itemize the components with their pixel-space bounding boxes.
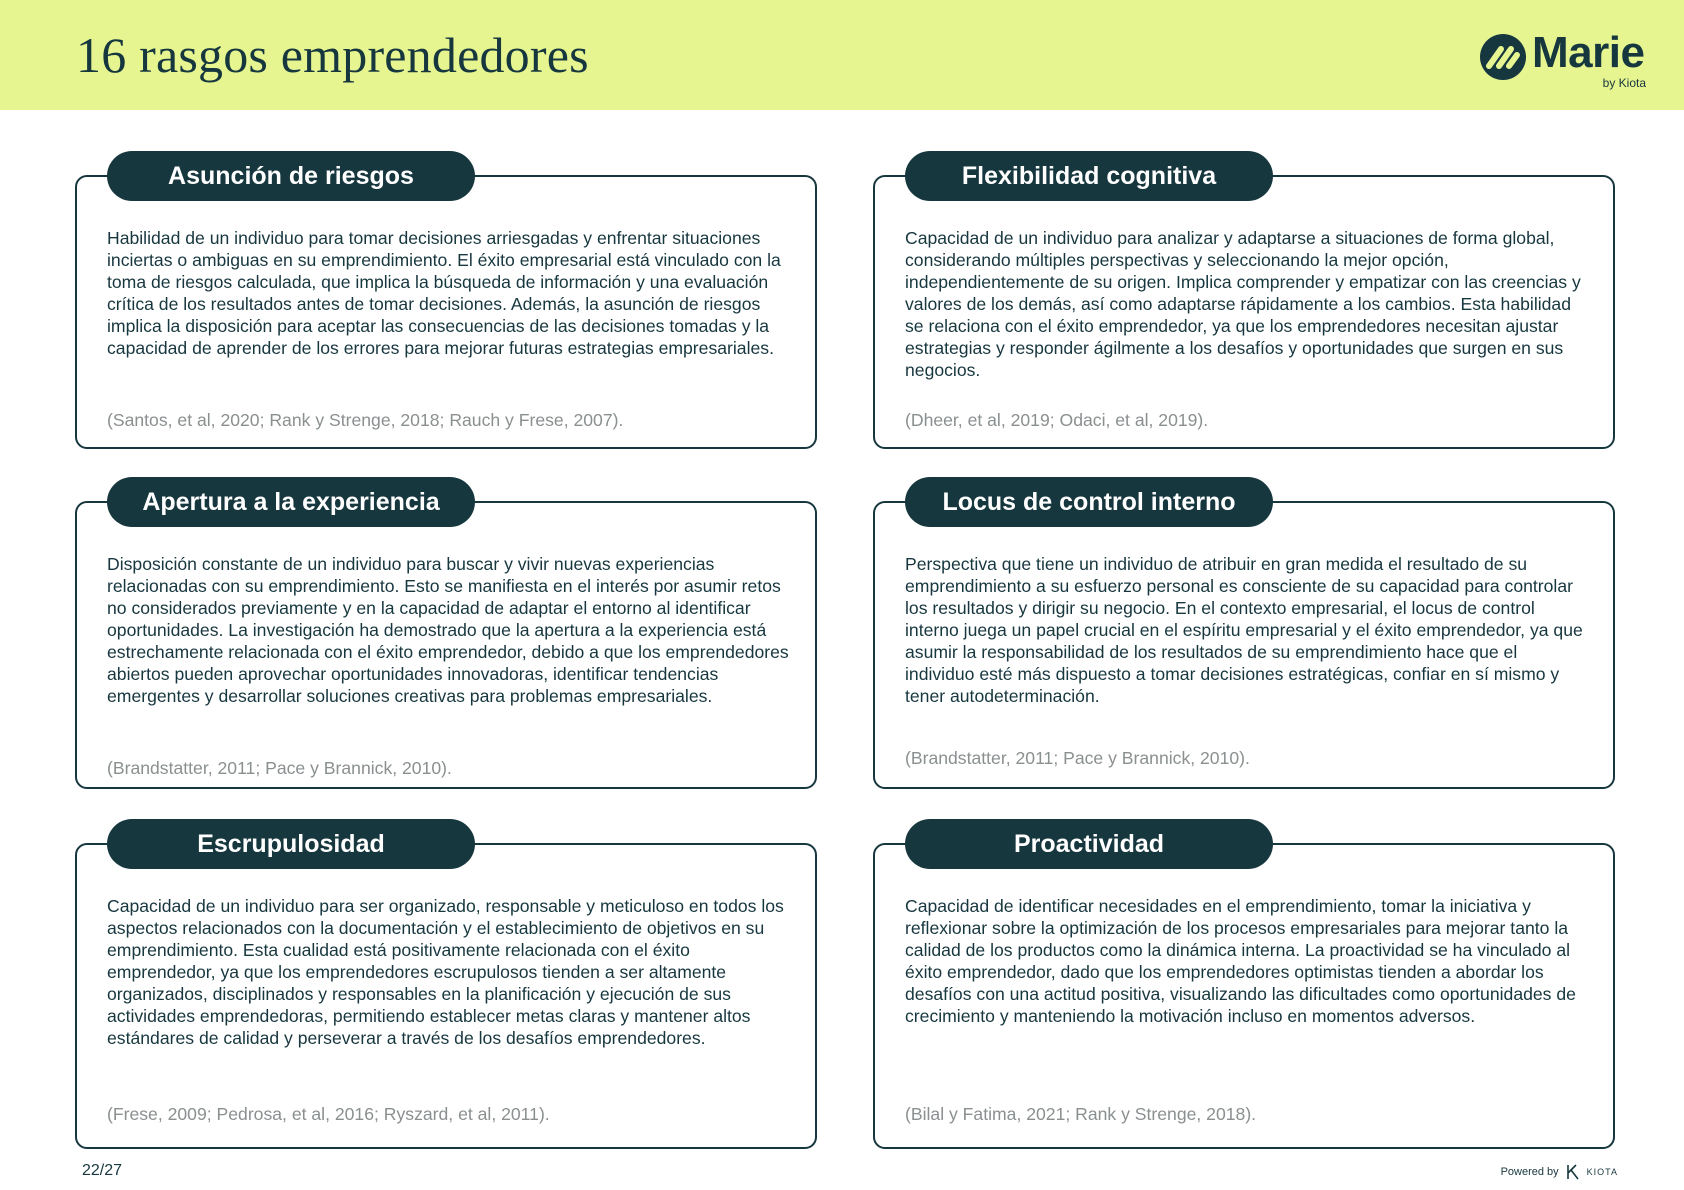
logo-wordmark: Marie: [1532, 28, 1645, 77]
card-description: Habilidad de un individuo para tomar decisiones arriesgadas y enfrentar situaciones inciertas o ambiguas en su emprendimiento. El éxito empresarial está vinculado con la toma de riesgos calculada, que implica la búsqueda de información y una evaluación crítica de los resultados antes de tomar decisiones. Además, la asunción de riesgos implica la disposición para aceptar las consecuencias de las decisiones tomadas y la capacidad de aprender de los errores para mejorar futuras estrategias empresariales.: [107, 228, 781, 358]
card-description: Disposición constante de un individuo para buscar y vivir nuevas experiencias relacionadas con su emprendimiento. Esto se manifiesta en el interés por asumir retos no considerados previamente y en la capacidad de adaptar el entorno al identificar oportunidades. La investigación ha demostrado que la apertura a la experiencia está estrechamente relacionada con el éxito emprendedor, debido a que los emprendedores abiertos pueden aprovechar oportunidades innovadoras, identificar tendencias emergentes y desarrollar soluciones creativas para problemas empresariales.: [107, 554, 789, 706]
logo-subtitle: by Kiota: [1602, 76, 1646, 90]
kiota-logo-icon: [1565, 1164, 1581, 1180]
marie-logo-icon: [1480, 34, 1526, 80]
page-header: [0, 0, 1684, 110]
trait-card: [873, 830, 1615, 1149]
card-description: Capacidad de identificar necesidades en el emprendimiento, tomar la iniciativa y reflexionar sobre la optimización de los procesos empresariales para mejorar tanto la calidad de los productos como la dinámica interna. La proactividad se ha vinculado al éxito emprendedor, dado que los emprendedores optimistas tienden a abordar los desafíos con una actitud positiva, visualizando las dificultades como oportunidades de crecimiento y manteniendo la motivación incluso en momentos adversos.: [905, 896, 1576, 1026]
powered-by-label: Powered by: [1500, 1166, 1559, 1178]
trait-card: [75, 830, 817, 1149]
card-title: Escrupulosidad: [107, 819, 475, 869]
trait-card: [873, 162, 1615, 449]
page-number: 22/27: [82, 1162, 123, 1179]
kiota-wordmark: KIOTA: [1586, 1167, 1618, 1177]
trait-card: [75, 162, 817, 449]
card-description: Perspectiva que tiene un individuo de atribuir en gran medida el resultado de su emprendimiento a su esfuerzo personal es consciente de su capacidad para controlar los resultados y dirigir su negocio. En el contexto empresarial, el locus de control interno juega un papel crucial en el espíritu empresarial y el éxito emprendedor, ya que asumir la responsabilidad de los resultados de su emprendimiento hace que el individuo esté más dispuesto a tomar decisiones estratégicas, confiar en sí mismo y tener autodeterminación.: [905, 554, 1583, 706]
card-description: Capacidad de un individuo para analizar y adaptarse a situaciones de forma global, considerando múltiples perspectivas y seleccionando la mejor opción, independientemente de su origen. Implica comprender y empatizar con las creencias y valores de los demás, así como adaptarse rápidamente a los cambios. Esta habilidad se relaciona con el éxito emprendedor, ya que los emprendedores necesitan ajustar estrategias y responder ágilmente a los desafíos y oportunidades que surgen en sus negocios.: [905, 228, 1581, 380]
card-title: Locus de control interno: [905, 477, 1273, 527]
card-citation: (Brandstatter, 2011; Pace y Brannick, 2010).: [107, 758, 452, 778]
card-citation: (Frese, 2009; Pedrosa, et al, 2016; Ryszard, et al, 2011).: [107, 1104, 550, 1124]
card-description: Capacidad de un individuo para ser organizado, responsable y meticuloso en todos los aspectos relacionados con la documentación y el establecimiento de objetivos en su emprendimiento. Esta cualidad está positivamente relacionada con el éxito emprendedor, ya que los emprendedores escrupulosos tienden a ser altamente organizados, disciplinados y responsables en la planificación y ejecución de sus actividades emprendedoras, permitiendo establecer metas claras y mantener altos estándares de calidad y perseverar a través de los desafíos emprendedores.: [107, 896, 784, 1048]
card-title: Flexibilidad cognitiva: [905, 151, 1273, 201]
trait-card: [873, 488, 1615, 789]
card-title: Proactividad: [905, 819, 1273, 869]
card-citation: (Brandstatter, 2011; Pace y Brannick, 2010).: [905, 748, 1250, 768]
marie-logo: [1466, 30, 1646, 94]
card-citation: (Dheer, et al, 2019; Odaci, et al, 2019).: [905, 410, 1209, 430]
trait-card: [75, 488, 817, 789]
card-citation: (Santos, et al, 2020; Rank y Strenge, 2018; Rauch y Frese, 2007).: [107, 410, 624, 430]
page-title: 16 rasgos emprendedores: [76, 27, 589, 83]
powered-by: [1501, 1164, 1618, 1180]
card-title: Asunción de riesgos: [107, 151, 475, 201]
card-title: Apertura a la experiencia: [107, 477, 475, 527]
card-citation: (Bilal y Fatima, 2021; Rank y Strenge, 2018).: [905, 1104, 1257, 1124]
